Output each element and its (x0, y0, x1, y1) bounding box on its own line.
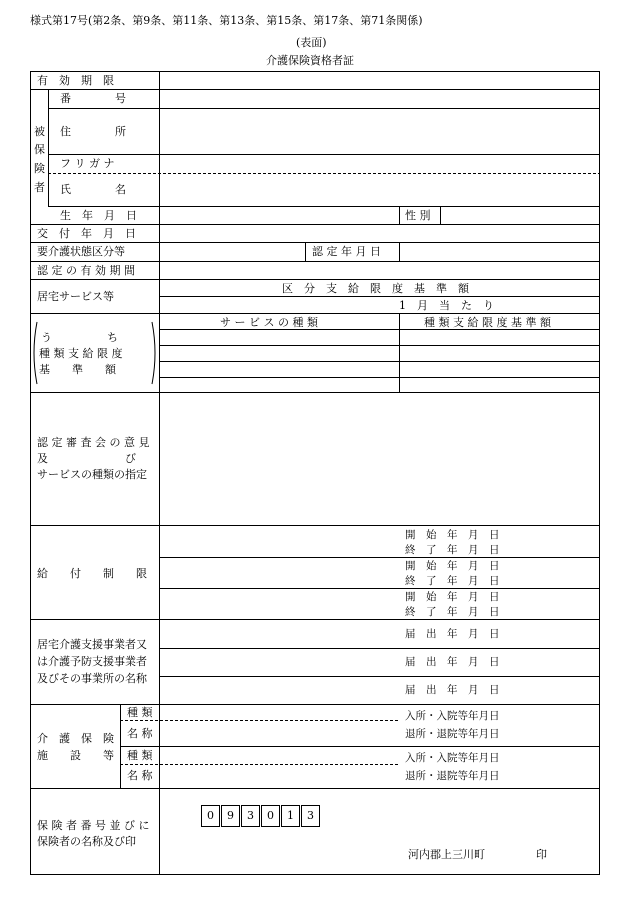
furigana-label: フ リ ガ ナ (60, 157, 115, 170)
facility-kind-1: 種 類 (127, 706, 153, 719)
number-label: 番 号 (60, 92, 126, 105)
opinion-line-1: 認 定 審 査 会 の 意 見 (37, 436, 150, 449)
form-side: (表面) (296, 36, 327, 49)
facility-line-2: 施 設 等 (37, 749, 114, 762)
certification-date-label: 認 定 年 月 日 (312, 245, 381, 258)
insured-char-1: 被 (34, 125, 45, 138)
type-limit-header: 種 類 支 給 限 度 基 準 額 (424, 316, 551, 329)
insurer-name: 河内郡上三川町 (408, 848, 485, 861)
discharge-date-1: 退所・退院等年月日 (405, 728, 500, 740)
gender-label: 性 別 (405, 209, 431, 222)
end-date-1: 終 了 年 月 日 (405, 544, 500, 556)
start-date-1: 開 始 年 月 日 (405, 529, 500, 541)
discharge-date-2: 退所・退院等年月日 (405, 770, 500, 782)
provider-line-2: は介護予防支援事業者 (37, 655, 147, 668)
insurer-number-digit: 3 (241, 805, 260, 827)
insured-char-4: 者 (34, 181, 45, 194)
facility-name-2: 名 称 (127, 769, 153, 782)
facility-name-1: 名 称 (127, 727, 153, 740)
limit-header: 区 分 支 給 限 度 基 準 額 (282, 282, 469, 295)
opinion-line-2: 及 び (37, 452, 136, 465)
insurer-number-digit: 1 (281, 805, 300, 827)
insured-char-2: 保 (34, 143, 45, 156)
benefit-restriction-label: 給 付 制 限 (37, 567, 147, 580)
birthdate-label: 生 年 月 日 (60, 209, 137, 222)
service-type-header: サ ー ビ ス の 種 類 (220, 316, 318, 329)
insurer-number-digit: 9 (221, 805, 240, 827)
notification-date-1: 届 出 年 月 日 (405, 628, 500, 640)
start-date-3: 開 始 年 月 日 (405, 591, 500, 603)
start-date-2: 開 始 年 月 日 (405, 560, 500, 572)
end-date-3: 終 了 年 月 日 (405, 606, 500, 618)
notification-date-2: 届 出 年 月 日 (405, 656, 500, 668)
notification-date-3: 届 出 年 月 日 (405, 684, 500, 696)
admission-date-1: 入所・入院等年月日 (405, 710, 500, 722)
end-date-2: 終 了 年 月 日 (405, 575, 500, 587)
care-level-label: 要介護状態区分等 (37, 245, 125, 258)
inner-limit-line-2: 種 類 支 給 限 度 (39, 347, 123, 360)
insurer-seal: 印 (536, 848, 547, 861)
form-number: 様式第17号(第2条、第9条、第11条、第13条、第15条、第17条、第71条関係) (30, 14, 423, 27)
provider-line-3: 及びその事業所の名称 (37, 672, 147, 685)
insurer-number-digit: 0 (261, 805, 280, 827)
inner-limit-line-1: う ち (41, 331, 118, 344)
insurer-line-2: 保険者の名称及び印 (37, 835, 136, 848)
address-label: 住 所 (60, 125, 126, 138)
admission-date-2: 入所・入院等年月日 (405, 752, 500, 764)
insurer-number-digit: 3 (301, 805, 320, 827)
name-label: 氏 名 (60, 183, 126, 196)
provider-line-1: 居宅介護支援事業者又 (37, 638, 147, 651)
facility-line-1: 介 護 保 険 (37, 732, 114, 745)
issue-date-label: 交 付 年 月 日 (37, 227, 136, 240)
insurer-number-digit: 0 (201, 805, 220, 827)
home-service-label: 居宅サービス等 (37, 290, 114, 303)
insurer-line-1: 保 険 者 番 号 並 び に (37, 819, 150, 832)
per-month: 1 月 当 た り (399, 299, 494, 312)
validity-period-label: 有 効 期 限 (37, 74, 114, 87)
opinion-line-3: サービスの種類の指定 (37, 468, 147, 481)
form-title: 介護保険資格者証 (266, 54, 354, 67)
facility-kind-2: 種 類 (127, 749, 153, 762)
insured-char-3: 険 (34, 162, 45, 175)
inner-limit-line-3: 基 準 額 (39, 363, 116, 376)
certification-period-label: 認 定 の 有 効 期 間 (37, 264, 135, 277)
